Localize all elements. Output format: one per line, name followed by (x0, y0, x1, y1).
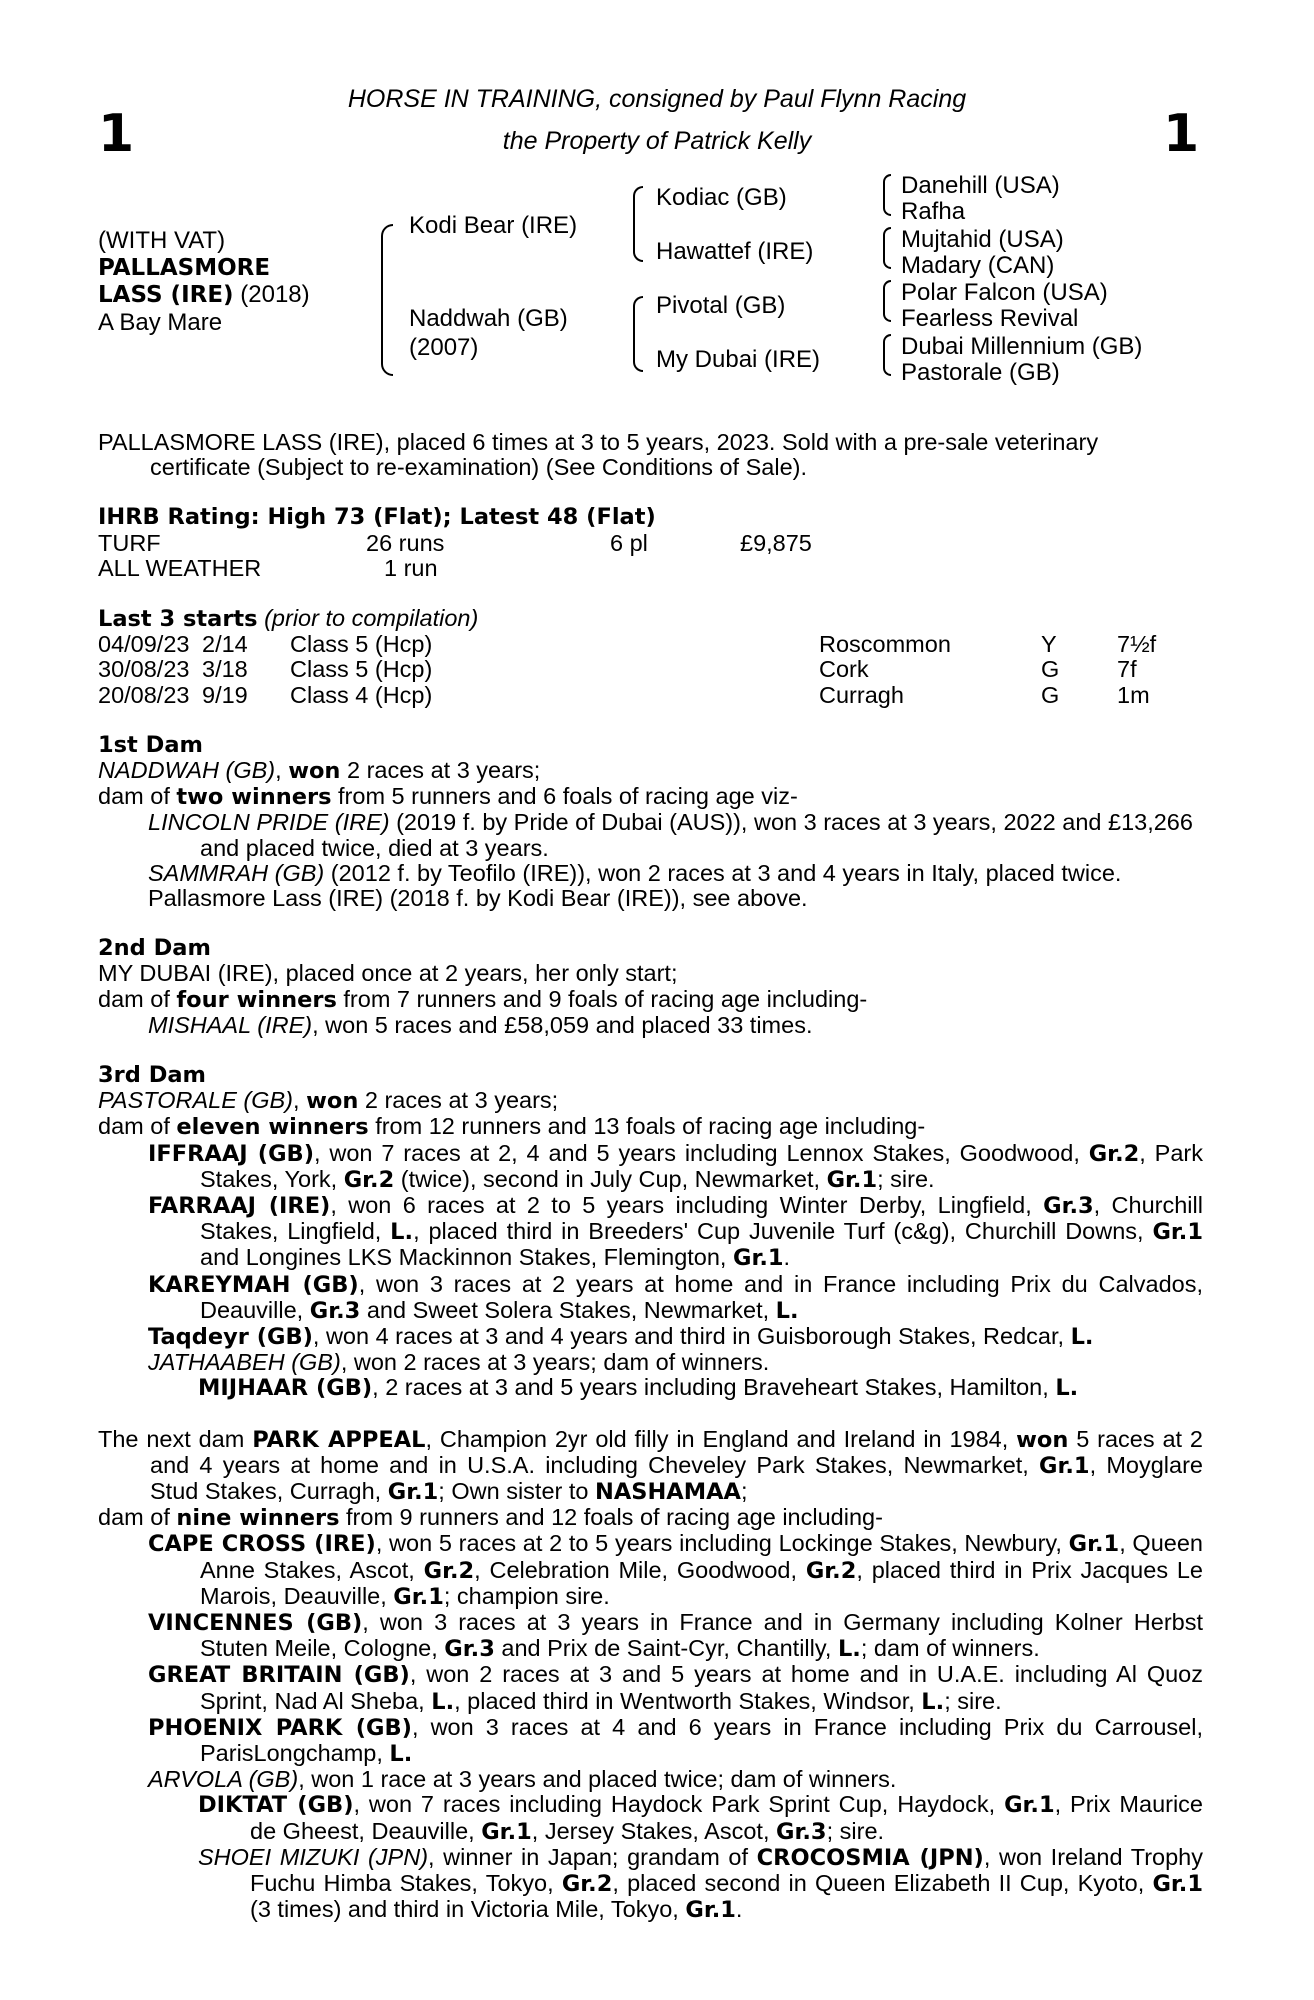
offspring-entry (98, 1767, 1203, 1792)
start-row (98, 683, 1203, 708)
dam-sire: Pivotal (GB) (656, 292, 786, 319)
offspring-entry (98, 1715, 1203, 1767)
grade: L. (837, 1636, 861, 1663)
offspring-record: , won 3 races at 2 years at home and in France including Prix du Calvados, Deauville, (200, 1270, 1203, 1323)
offspring-record: , Celebration Mile, Goodwood, (474, 1556, 806, 1583)
offspring-entry (98, 1531, 1203, 1610)
rating-runs: 26 runs (366, 529, 445, 556)
start-position: 2/14 (202, 631, 248, 658)
pedigree-brace (883, 227, 891, 269)
start-date: 20/08/23 (98, 681, 190, 708)
rating-placed: 6 pl (610, 529, 648, 556)
start-going: G (1041, 681, 1060, 708)
start-distance: 1m (1117, 681, 1150, 708)
won-text: 2 races at 3 years; (358, 1087, 559, 1114)
offspring-record: , 2 races at 3 and 5 years including Braveheart Stakes, Hamilton, (372, 1374, 1056, 1401)
grade: Gr.3 (1043, 1193, 1094, 1219)
offspring-record: and Sweet Solera Stakes, Newmarket, (360, 1296, 776, 1323)
second-dam-produce (98, 987, 1203, 1013)
offspring-entry (98, 1324, 1203, 1350)
offspring-entry (98, 861, 1203, 886)
property-line: the Property of Patrick Kelly (502, 127, 812, 155)
sire-sire: Kodiac (GB) (656, 184, 787, 211)
grade: Gr.1 (685, 1897, 736, 1924)
gen3-horse: Dubai Millennium (GB) (901, 333, 1143, 360)
offspring-record: , won 5 races and £58,059 and placed 33 times. (312, 1011, 813, 1038)
next-dam-line (98, 1427, 1203, 1506)
offspring-name: PHOENIX PARK (GB) (148, 1714, 412, 1741)
offspring-name: JATHAABEH (GB) (148, 1349, 341, 1376)
start-class: Class 5 (Hcp) (290, 631, 433, 658)
offspring-record: , placed third in Prix Jacques Le Marois, Deauville, (200, 1556, 1203, 1609)
grade: Gr.1 (1039, 1452, 1090, 1479)
rating-surface: ALL WEATHER (98, 554, 262, 581)
start-class: Class 5 (Hcp) (290, 656, 433, 683)
offspring-record: ; sire. (944, 1687, 1002, 1714)
offspring-record: , won 6 races at 2 to 5 years including Winter Derby, Lingfield, (330, 1192, 1044, 1218)
offspring-entry (98, 1845, 1203, 1924)
start-date: 30/08/23 (98, 656, 190, 683)
sire-dam: Hawattef (IRE) (656, 238, 814, 265)
offspring-entry (98, 1792, 1203, 1844)
rating-row (98, 556, 1203, 581)
horse-name-line1: PALLASMORE (98, 254, 271, 281)
grade: Gr.1 (1004, 1792, 1055, 1819)
start-course: Roscommon (819, 631, 951, 658)
offspring-record: (2012 f. by Teofilo (IRE)), won 2 races at 3 and 4 years in Italy, placed twice. (324, 859, 1122, 886)
won-label: won (1016, 1426, 1069, 1453)
winner-count: nine winners (176, 1505, 340, 1532)
offspring-entry (98, 810, 1203, 860)
offspring-record: (2019 f. by Pride of Dubai (AUS)), won 3 races at 3 years, 2022 and £13,266 and placed twice, died at 3 years. (200, 809, 1193, 861)
won-label: won (288, 757, 341, 784)
offspring-name: Taqdeyr (GB) (148, 1324, 313, 1351)
offspring-record: and Longines LKS Mackinnon Stakes, Flemington, (200, 1244, 733, 1271)
rating-surface: TURF (98, 529, 161, 556)
offspring-record: , Churchill Stakes, Lingfield, (200, 1192, 1203, 1245)
grade: L. (1055, 1375, 1079, 1402)
text: dam of (98, 1113, 177, 1140)
offspring-record: , won 4 races at 3 and 4 years and third in Guisborough Stakes, Redcar, (312, 1323, 1071, 1350)
vat-note: (WITH VAT) (98, 227, 226, 254)
offspring-record: and Prix de Saint-Cyr, Chantilly, (494, 1635, 838, 1662)
offspring-record: , won 5 races at 2 to 5 years including Lockinge Stakes, Newbury, (375, 1530, 1069, 1557)
grade: Gr.2 (1088, 1140, 1140, 1167)
offspring-name: DIKTAT (GB) (198, 1792, 354, 1819)
grade: Gr.1 (481, 1818, 532, 1845)
offspring-record: ; dam of winners. (860, 1635, 1040, 1662)
grade: L. (921, 1688, 945, 1715)
pedigree-chart (98, 172, 1218, 392)
offspring-record: , won 7 races at 2, 4 and 5 years including Lennox Stakes, Goodwood, (314, 1139, 1089, 1166)
gen3-horse: Mujtahid (USA) (901, 226, 1064, 253)
catalogue-body (98, 430, 1203, 1923)
offspring-name: SHOEI MIZUKI (JPN) (198, 1843, 429, 1870)
offspring-entry (98, 1375, 1203, 1401)
offspring-record: , won Ireland Trophy Fuchu Himba Stakes, Tokyo, (250, 1843, 1203, 1897)
offspring-entry (98, 1610, 1203, 1662)
offspring-entry (98, 1272, 1203, 1324)
text: ; (740, 1478, 748, 1505)
start-date: 04/09/23 (98, 631, 190, 658)
pedigree-subject (98, 227, 310, 336)
offspring-record: , Park Stakes, York, (200, 1139, 1203, 1192)
start-class: Class 4 (Hcp) (290, 681, 433, 708)
text: from 12 runners and 13 foals of racing age including- (368, 1113, 926, 1140)
offspring-record: , Jersey Stakes, Ascot, (531, 1817, 777, 1844)
offspring-record: , won 1 race at 3 years and placed twice; dam of winners. (298, 1766, 897, 1793)
last-starts-heading (98, 606, 1203, 632)
dam-year: (2007) (409, 334, 479, 361)
winner-count: eleven winners (176, 1114, 369, 1141)
dam-name: NADDWAH (GB) (98, 756, 276, 783)
pedigree-brace (883, 280, 891, 322)
offspring-record: , won 3 races at 4 and 6 years in France including Prix du Carrousel, ParisLongchamp, (200, 1713, 1203, 1767)
pedigree-brace (883, 334, 891, 376)
pedigree-brace (633, 186, 643, 262)
rating-heading: IHRB Rating: High 73 (Flat); Latest 48 (Flat) (98, 504, 656, 531)
start-position: 3/18 (202, 656, 248, 683)
offspring-record: , placed third in Wentworth Stakes, Windsor, (454, 1687, 922, 1714)
start-distance: 7f (1117, 656, 1137, 683)
sister-name: NASHAMAA (595, 1479, 741, 1506)
foaling-year: (2018) (240, 281, 310, 309)
offspring-record: ; sire. (877, 1165, 935, 1192)
offspring-record: , winner in Japan; grandam of (428, 1843, 757, 1870)
offspring-record: (twice), second in July Cup, Newmarket, (394, 1165, 827, 1192)
lot-number-right: 1 (1163, 104, 1200, 164)
start-row (98, 632, 1203, 657)
text: dam of (98, 985, 177, 1012)
grade: Gr.3 (444, 1636, 495, 1663)
offspring-name: LINCOLN PRIDE (IRE) (148, 809, 390, 836)
gen3-horse: Danehill (USA) (901, 172, 1060, 199)
dam-name: PASTORALE (GB) (98, 1087, 294, 1114)
offspring-entry (98, 1013, 1203, 1038)
offspring-record: . (783, 1244, 791, 1271)
text: , Moyglare Stud Stakes, Curragh, (150, 1451, 1203, 1505)
offspring-name: GREAT BRITAIN (GB) (148, 1662, 410, 1689)
offspring-entry (98, 1350, 1203, 1375)
offspring-name: FARRAAJ (IRE) (148, 1193, 331, 1219)
first-dam-produce (98, 784, 1203, 810)
offspring-record: ; champion sire. (443, 1582, 610, 1609)
text: 5 races at 2 and 4 years at home and in U.S.A. including Cheveley Park Stakes, Newmarket, (150, 1425, 1203, 1478)
grade: Gr.3 (776, 1818, 827, 1845)
start-course: Curragh (819, 681, 904, 708)
gen3-horse: Madary (CAN) (901, 252, 1055, 279)
offspring-entry: Pallasmore Lass (IRE) (2018 f. by Kodi Bear (IRE)), see above. (148, 884, 808, 911)
grade: Gr.2 (805, 1557, 857, 1584)
last-starts-note: (prior to compilation) (264, 604, 479, 631)
offspring-entry (98, 1193, 1203, 1272)
offspring-record: , placed third in Breeders' Cup Juvenile Turf (c&g), Churchill Downs, (413, 1218, 1153, 1245)
last-starts-title: Last 3 starts (98, 605, 258, 632)
winner-count: four winners (176, 986, 337, 1013)
offspring-name: KAREYMAH (GB) (148, 1271, 359, 1298)
grade: L. (431, 1688, 455, 1715)
text: ; Own sister to (438, 1478, 596, 1505)
grade: Gr.3 (309, 1297, 361, 1324)
rating-earnings: £9,875 (740, 529, 812, 556)
offspring-entry (98, 1662, 1203, 1714)
offspring-record: , Queen Anne Stakes, Ascot, (200, 1530, 1203, 1583)
text: from 5 runners and 6 foals of racing age viz- (331, 783, 798, 810)
grade: Gr.1 (732, 1245, 784, 1272)
offspring-name: MIJHAAR (GB) (198, 1375, 373, 1402)
text: , Champion 2yr old filly in England and Ireland in 1984, (425, 1425, 1017, 1452)
first-dam-heading: 1st Dam (98, 731, 203, 758)
won-label: won (306, 1088, 359, 1115)
rating-row (98, 531, 1203, 556)
next-dam-produce (98, 1505, 1203, 1531)
lot-number-left: 1 (98, 104, 135, 164)
offspring-name: SAMMRAH (GB) (148, 859, 325, 886)
start-course: Cork (819, 656, 869, 683)
start-position: 9/19 (202, 681, 248, 708)
grade: Gr.1 (1068, 1531, 1120, 1558)
start-going: G (1041, 656, 1060, 683)
offspring-name: CAPE CROSS (IRE) (148, 1531, 376, 1558)
horse-name-line2: LASS (IRE) (98, 282, 234, 309)
offspring-entry (98, 1141, 1203, 1193)
first-dam-line: NADDWAH (GB), won 2 races at 3 years; (98, 756, 541, 784)
dam-name: PARK APPEAL (252, 1426, 426, 1453)
dam-dam: My Dubai (IRE) (656, 346, 821, 373)
second-dam-heading: 2nd Dam (98, 935, 211, 962)
offspring-name: IFFRAAJ (GB) (148, 1140, 314, 1167)
grade: L. (775, 1297, 799, 1324)
grade: Gr.1 (1152, 1219, 1203, 1246)
pedigree-brace (633, 296, 643, 372)
offspring-name: VINCENNES (GB) (148, 1610, 363, 1637)
grade: Gr.1 (387, 1479, 439, 1506)
offspring-record: , won 2 races at 3 years; dam of winners. (340, 1349, 770, 1376)
sire: Kodi Bear (IRE) (409, 212, 578, 239)
offspring-record: (3 times) and third in Victoria Mile, Tokyo, (250, 1896, 686, 1923)
offspring-record: , placed second in Queen Elizabeth II Cup, Kyoto, (612, 1870, 1153, 1897)
winner-count: two winners (176, 784, 332, 811)
text: from 9 runners and 12 foals of racing age including- (339, 1504, 883, 1531)
offspring-name: ARVOLA (GB) (148, 1766, 299, 1793)
third-dam-heading: 3rd Dam (98, 1061, 206, 1088)
start-going: Y (1041, 631, 1057, 658)
grade: L. (390, 1219, 414, 1246)
grade: Gr.2 (343, 1166, 395, 1193)
gen3-horse: Polar Falcon (USA) (901, 279, 1108, 306)
start-distance: 7½f (1117, 631, 1157, 658)
pedigree-brace (883, 174, 891, 216)
grade: Gr.2 (423, 1557, 475, 1584)
grade: Gr.1 (1152, 1871, 1203, 1898)
dam: Naddwah (GB) (409, 305, 568, 332)
pedigree-brace (381, 224, 393, 376)
start-row (98, 657, 1203, 682)
consignor-line: HORSE IN TRAINING, consigned by Paul Flynn Racing (347, 85, 967, 113)
grade: L. (389, 1741, 413, 1768)
offspring-name: CROCOSMIA (JPN) (756, 1844, 984, 1871)
offspring-record: , won 3 races at 3 years in France and in Germany including Kolner Herbst Stuten Meile, Cologne, (200, 1609, 1203, 1662)
offspring-record: , won 2 races at 3 and 5 years at home and in U.A.E. including Al Quoz Sprint, Nad Al Sheba, (200, 1661, 1204, 1714)
gen3-horse: Rafha (901, 198, 966, 225)
grade: Gr.1 (826, 1166, 878, 1193)
grade: L. (1070, 1324, 1094, 1351)
grade: Gr.1 (393, 1583, 444, 1610)
summary: PALLASMORE LASS (IRE), placed 6 times at 3 to 5 years, 2023. Sold with a pre-sale veterinary certificate (Subject to re-examination) (See Conditions of Sale). (98, 429, 1099, 481)
won-text: 2 races at 3 years; (340, 756, 541, 783)
text: from 7 runners and 9 foals of racing age including- (336, 985, 868, 1012)
horse-description: A Bay Mare (98, 308, 223, 336)
gen3-horse: Pastorale (GB) (901, 359, 1060, 386)
text: The next dam (98, 1425, 253, 1452)
text: dam of (98, 1504, 177, 1531)
offspring-name: MISHAAL (IRE) (148, 1011, 313, 1038)
second-dam-line: MY DUBAI (IRE), placed once at 2 years, her only start; (98, 960, 678, 987)
grade: Gr.2 (561, 1871, 613, 1898)
gen3-horse: Fearless Revival (901, 305, 1079, 332)
offspring-record: ; sire. (826, 1817, 885, 1844)
third-dam-produce (98, 1114, 1203, 1140)
offspring-record: . (735, 1896, 743, 1923)
text: dam of (98, 783, 177, 810)
third-dam-line: PASTORALE (GB), won 2 races at 3 years; (98, 1087, 559, 1115)
rating-runs: 1 run (384, 554, 438, 581)
offspring-record: , Prix Maurice de Gheest, Deauville, (250, 1791, 1204, 1844)
offspring-record: , won 7 races including Haydock Park Sprint Cup, Haydock, (353, 1791, 1005, 1818)
